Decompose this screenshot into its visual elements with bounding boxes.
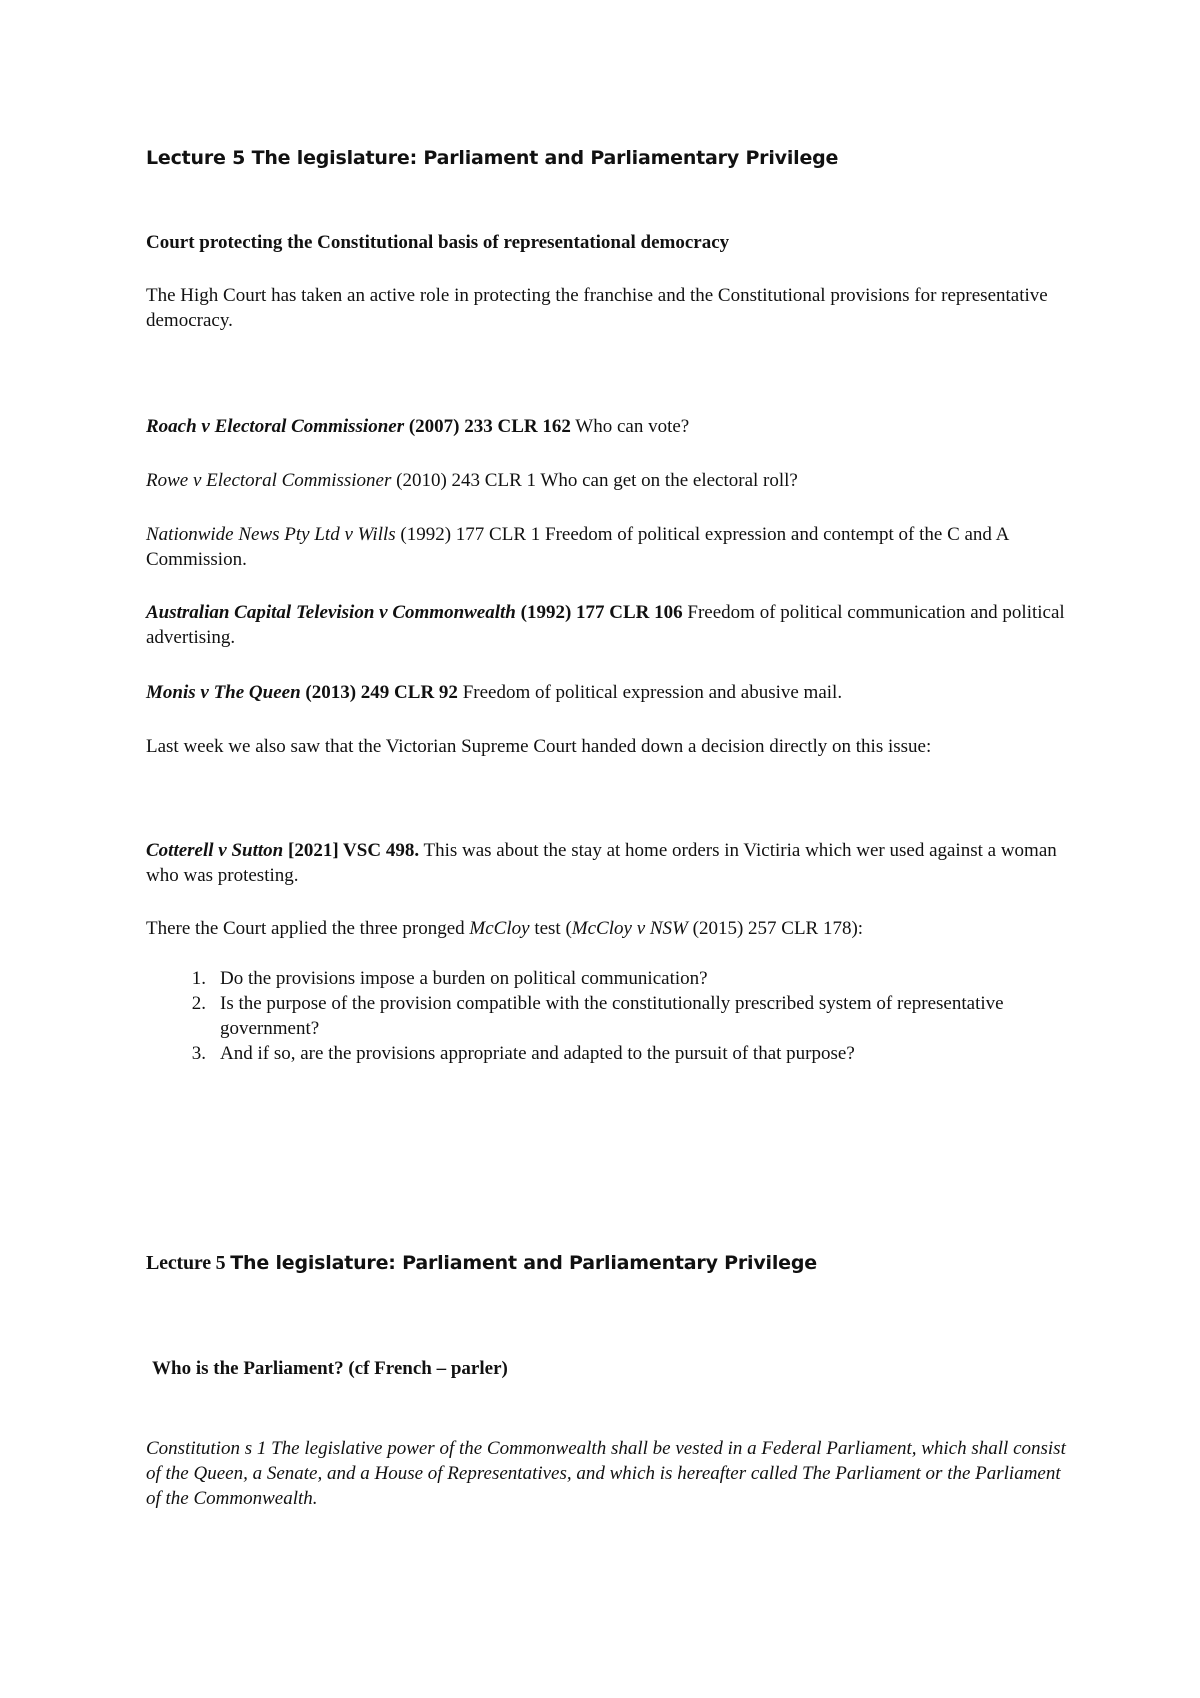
case-monis [146,680,1066,705]
case-name: Rowe v Electoral Commissioner [146,470,392,491]
mccloy-prefix: There the Court applied the three pronged [146,918,470,939]
case-roach [146,414,1066,439]
heading-prefix: Lecture 5 [146,1252,231,1274]
mccloy-suffix: (2015) 257 CLR 178): [687,918,864,939]
case-description: This was about the stay at home orders in Victiria which wer used against a woman who was protesting. [146,840,1057,886]
mccloy-case-name: McCloy v NSW [571,918,688,939]
case-name: Nationwide News Pty Ltd v Wills [146,524,396,545]
case-cotterell [146,838,1066,888]
case-name: Cotterell v Sutton [146,840,284,861]
mccloy-test-name: McCloy [469,918,530,939]
list-item [146,966,1066,991]
list-number: 3. [191,1043,206,1064]
list-text: Is the purpose of the provision compatible with the constitutionally prescribed system of representative government? [220,993,1004,1039]
lecture-heading: Lecture 5 The legislature: Parliament and Parliamentary Privilege [146,147,839,169]
list-item [146,991,1066,1041]
intro-paragraph: The High Court has taken an active role in protecting the franchise and the Constitutional provisions for representative democracy. [146,285,1048,331]
mccloy-middle: test ( [529,918,572,939]
list-text: Do the provisions impose a burden on political communication? [220,968,708,989]
mccloy-paragraph [146,916,1066,941]
case-name: Monis v The Queen [146,682,301,703]
case-description: Who can get on the electoral roll? [536,470,798,491]
case-name: Roach v Electoral Commissioner [146,416,405,437]
case-citation: (1992) 177 CLR 1 [395,524,541,545]
list-number: 2. [191,993,206,1014]
lecture-heading-2 [146,1252,817,1275]
list-number: 1. [191,968,206,989]
section-subheading: Court protecting the Constitutional basis of representational democracy [146,232,730,253]
case-citation: (1992) 177 CLR 106 [515,602,683,623]
case-rowe [146,468,1066,493]
case-citation: [2021] VSC 498. [283,840,420,861]
case-description: Freedom of political expression and contempt of the C and A Commission. [146,524,1009,570]
case-description: Freedom of political expression and abusive mail. [457,682,843,703]
parliament-subheading: Who is the Parliament? (cf French – parler) [152,1358,508,1379]
case-description: Who can vote? [570,416,690,437]
list-text: And if so, are the provisions appropriate and adapted to the pursuit of that purpose? [220,1043,855,1064]
case-citation: (2013) 249 CLR 92 [300,682,458,703]
case-act-television [146,600,1066,650]
case-citation: (2007) 233 CLR 162 [404,416,571,437]
case-description: Freedom of political communication and political advertising. [146,602,1065,648]
constitution-quote: Constitution s 1 The legislative power of the Commonwealth shall be vested in a Federal Parliament, which shall consist of the Queen, a Senate, and a House of Representatives, and which is hereafter called The Parliament or the Parliament of the Commonwealth. [146,1438,1066,1509]
list-item [146,1041,1066,1066]
heading-rest: The legislature: Parliament and Parliamentary Privilege [230,1252,817,1274]
case-nationwide-news [146,522,1066,572]
case-name: Australian Capital Television v Commonwealth [146,602,516,623]
last-week-paragraph: Last week we also saw that the Victorian Supreme Court handed down a decision directly on this issue: [146,736,932,757]
case-citation: (2010) 243 CLR 1 [391,470,536,491]
